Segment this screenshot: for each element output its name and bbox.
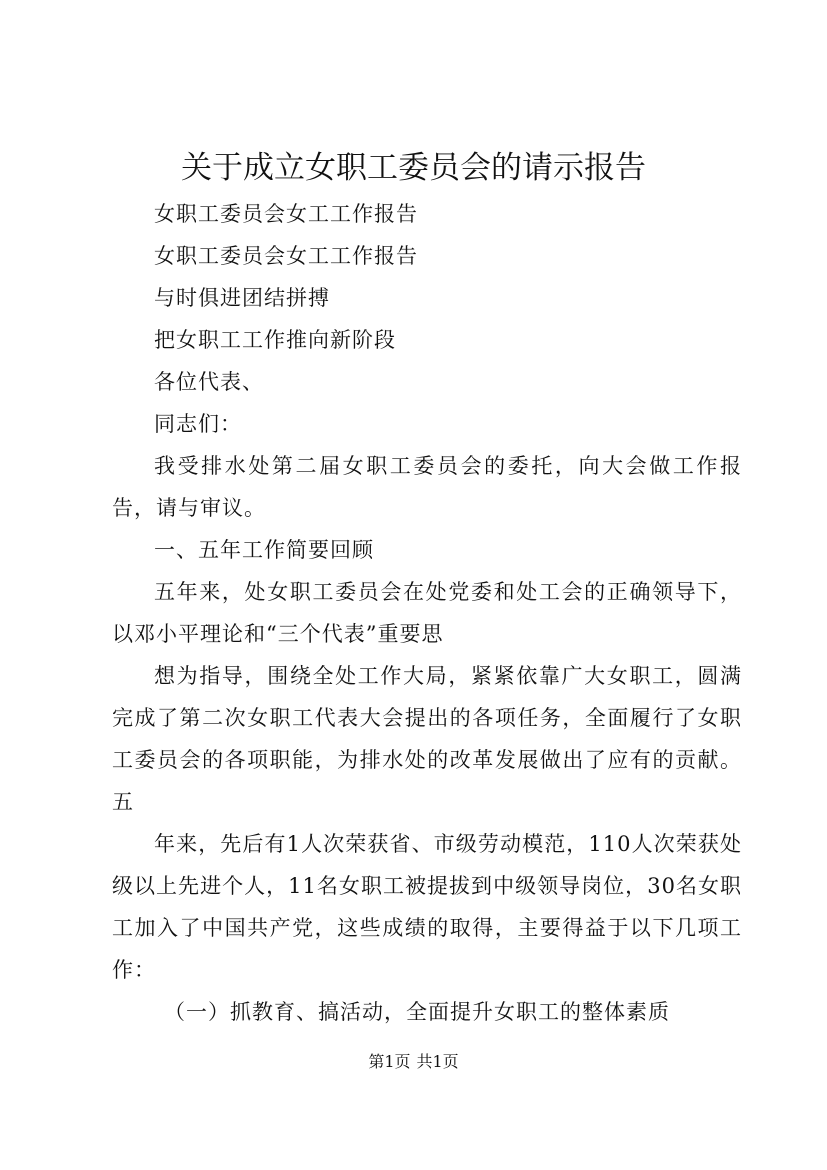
page-number: 第1页 — [368, 1052, 411, 1071]
page-total: 共1页 — [416, 1052, 459, 1071]
page-footer — [0, 1050, 827, 1074]
paragraph-3: 与时俱进团结拼搏 — [154, 286, 330, 310]
document-body — [112, 193, 742, 1033]
paragraph-4: 把女职工工作推向新阶段 — [154, 328, 396, 352]
paragraph-1: 女职工委员会女工工作报告 — [154, 202, 418, 226]
paragraph-5: 各位代表、 — [154, 370, 264, 394]
paragraph-12: （一）抓教育、搞活动，全面提升女职工的整体素质 — [164, 1000, 670, 1024]
document-title: 关于成立女职工委员会的请示报告 — [181, 150, 646, 186]
paragraph-8: 一、五年工作简要回顾 — [154, 538, 374, 562]
paragraph-6: 同志们： — [154, 412, 242, 436]
paragraph-10: 想为指导，围绕全处工作大局，紧紧依靠广大女职工，圆满完成了第二次女职工代表大会提出的各项任务，全面履行了女职工委员会的各项职能，为排水处的改革发展做出了应有的贡献。五 — [112, 664, 742, 814]
paragraph-2: 女职工委员会女工工作报告 — [154, 244, 418, 268]
paragraph-9: 五年来，处女职工委员会在处党委和处工会的正确领导下，以邓小平理论和“三个代表”重要思 — [112, 580, 742, 646]
paragraph-11: 年来，先后有1人次荣获省、市级劳动模范，110人次荣获处级以上先进个人，11名女职工被提拔到中级领导岗位，30名女职工加入了中国共产党，这些成绩的取得，主要得益于以下几项工作： — [112, 832, 742, 982]
paragraph-7: 我受排水处第二届女职工委员会的委托，向大会做工作报告，请与审议。 — [112, 454, 742, 520]
